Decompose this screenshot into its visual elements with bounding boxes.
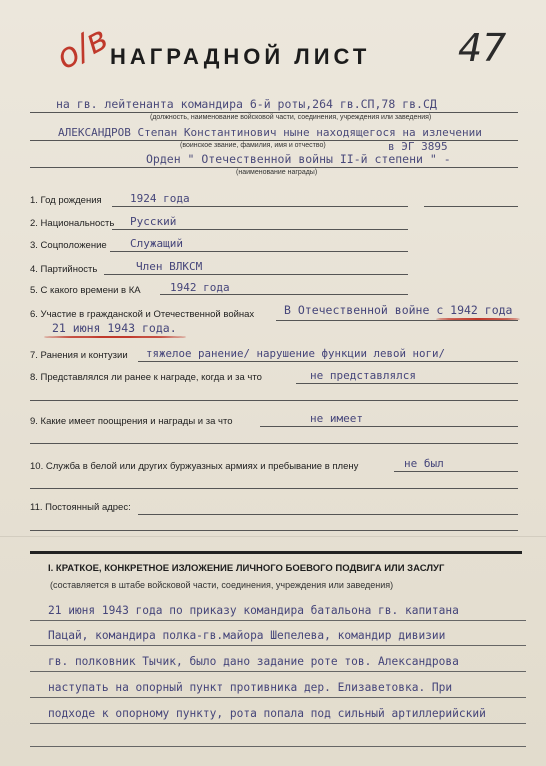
field-3-value: Служащий — [130, 237, 183, 250]
unit-caption: (должность, наименование войсковой части, соединения, учреждения или заведения) — [150, 114, 432, 121]
field-8-line — [296, 383, 518, 384]
field-9-value: не имеет — [310, 412, 363, 425]
field-8-value: не представлялся — [310, 369, 416, 382]
story-rule-2 — [30, 645, 526, 646]
field-2-label: 2. Национальность — [30, 218, 115, 229]
paper-fold — [0, 536, 546, 537]
document-title: НАГРАДНОЙ ЛИСТ — [110, 44, 371, 69]
story-rule-1 — [30, 620, 526, 621]
award-line — [30, 167, 518, 168]
field-8-label: 8. Представлялся ли ранее к награде, когда и за что — [30, 372, 262, 383]
story-line-5: подходе к опорному пункту, рота попала под сильный артиллерийский — [48, 707, 486, 720]
field-6-line — [276, 320, 518, 321]
field-9-label: 9. Какие имеет поощрения и награды и за что — [30, 416, 233, 427]
story-line-3: гв. полковник Тычик, было дано задание роте тов. Александрова — [48, 655, 459, 668]
story-line-2: Пацай, командира полка-гв.майора Шепелева, командир дивизии — [48, 629, 446, 642]
story-line-1: 21 июня 1943 года по приказу командира батальона гв. капитана — [48, 604, 459, 617]
field-1-line-b — [424, 206, 518, 207]
field-9-line-2 — [30, 443, 518, 444]
field-7-value: тяжелое ранение/ нарушение функции левой ноги/ — [146, 347, 446, 360]
story-rule-4 — [30, 697, 526, 698]
field-1-value: 1924 года — [130, 192, 190, 205]
field-1-line — [112, 206, 408, 207]
field-2-line — [112, 229, 408, 230]
field-3-line — [110, 251, 408, 252]
award-value: Орден " Отечественной войны II-й степени " - — [146, 152, 451, 166]
field-5-line — [160, 294, 408, 295]
field-3-label: 3. Соцположение — [30, 240, 107, 251]
story-rule-5 — [30, 723, 526, 724]
field-8-line-2 — [30, 400, 518, 401]
award-caption: (наименование награды) — [236, 169, 318, 176]
field-7-line — [138, 361, 518, 362]
handwritten-number: 47 — [458, 26, 507, 70]
story-line-4: наступать на опорный пункт противника дер. Елизаветовка. При — [48, 681, 453, 694]
field-10-line — [394, 471, 518, 472]
field-5-label: 5. С какого времени в КА — [30, 285, 141, 296]
unit-value: на гв. лейтенанта командира 6-й роты,264 гв.СП,78 гв.СД — [56, 97, 437, 111]
field-7-label: 7. Ранения и контузии — [30, 350, 128, 361]
field-6-value-2: 21 июня 1943 года. — [52, 321, 177, 335]
handwritten-mark-left: о/в — [49, 18, 115, 78]
person-value-2: в ЭГ 3895 — [388, 140, 448, 153]
section-title: I. КРАТКОЕ, КОНКРЕТНОЕ ИЗЛОЖЕНИЕ ЛИЧНОГО БОЕВОГО ПОДВИГА ИЛИ ЗАСЛУГ — [48, 563, 445, 574]
field-6-red-underline-2 — [44, 336, 186, 338]
field-4-value: Член ВЛКСМ — [136, 260, 203, 273]
field-10-value: не был — [404, 457, 444, 470]
story-rule-6 — [30, 746, 526, 747]
field-6-value: В Отечественной войне с 1942 года — [284, 303, 513, 317]
field-1-label: 1. Год рождения — [30, 195, 102, 206]
field-5-value: 1942 года — [170, 281, 230, 294]
field-11-line-2 — [30, 530, 518, 531]
field-6-label: 6. Участие в гражданской и Отечественной войнах — [30, 309, 255, 320]
field-9-line — [260, 426, 518, 427]
field-10-line-2 — [30, 488, 518, 489]
field-11-label: 11. Постоянный адрес: — [30, 502, 131, 513]
field-4-line — [104, 274, 408, 275]
person-caption: (воинское звание, фамилия, имя и отчество) — [180, 142, 326, 149]
field-11-line — [138, 514, 518, 515]
field-4-label: 4. Партийность — [30, 264, 98, 275]
section-rule — [30, 551, 522, 554]
section-subtitle: (составляется в штабе войсковой части, соединения, учреждения или заведения) — [50, 580, 394, 590]
unit-line — [30, 112, 518, 113]
story-rule-3 — [30, 671, 526, 672]
person-value: АЛЕКСАНДРОВ Степан Константинович ныне находящегося на излечении — [58, 126, 482, 139]
field-2-value: Русский — [130, 215, 177, 228]
field-10-label: 10. Служба в белой или других буржуазных армиях и пребывание в плену — [30, 461, 359, 472]
